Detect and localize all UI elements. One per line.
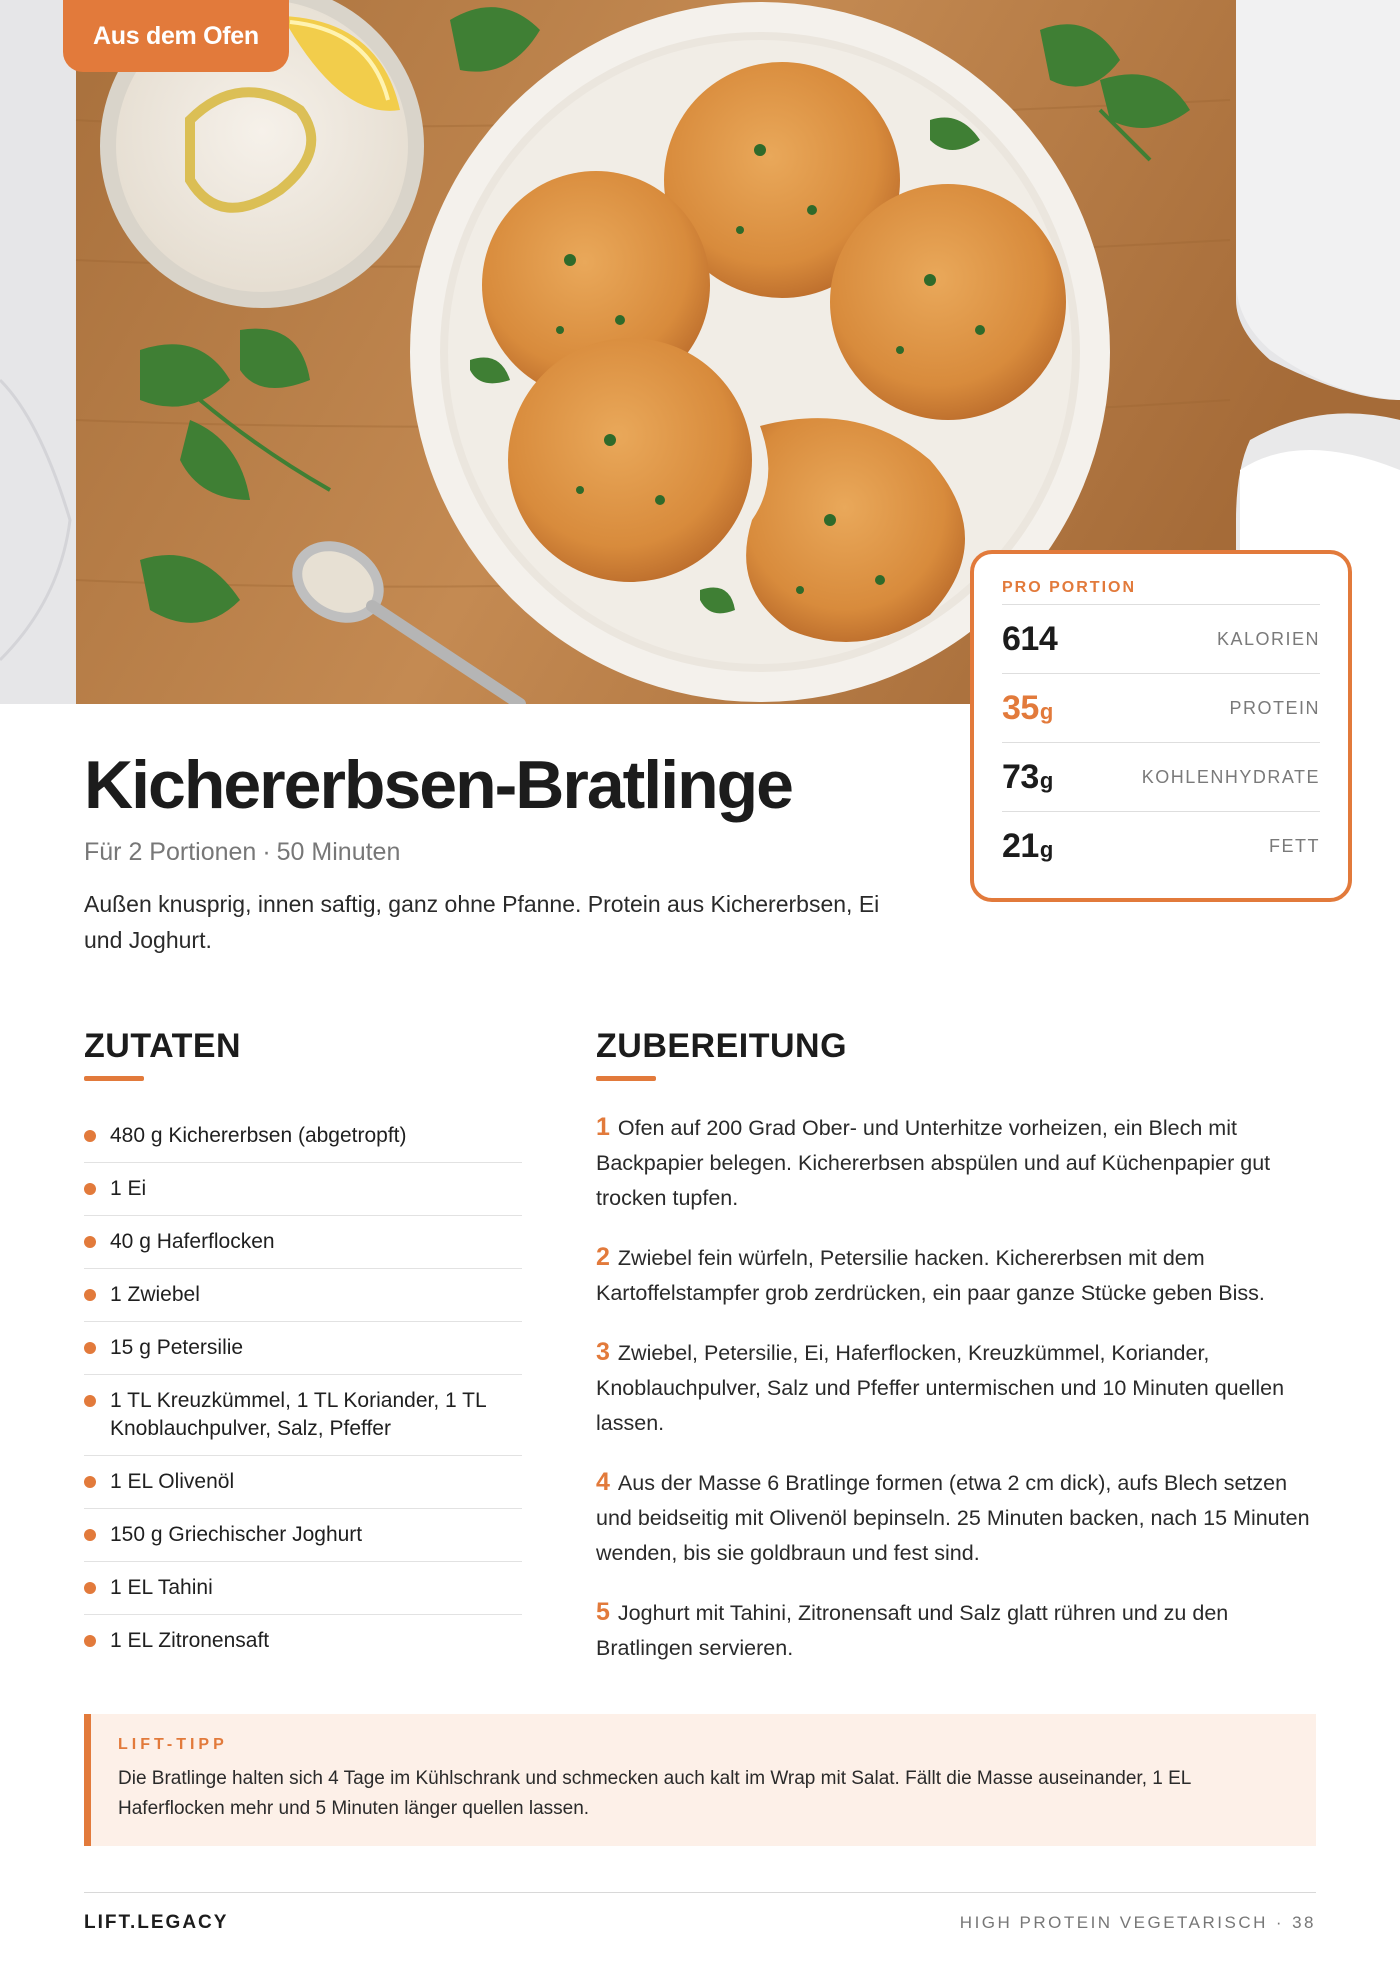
- footer-brand: LIFT.LEGACY: [84, 1912, 229, 1933]
- step-text: Zwiebel fein würfeln, Petersilie hacken. Kichererbsen mit dem Kartoffelstampfer grob zerdrücken, ein paar ganze Stücke geben Biss.: [596, 1246, 1265, 1305]
- bullet-icon: [84, 1183, 96, 1195]
- nutrition-label: KOHLENHYDRATE: [1141, 766, 1320, 787]
- step-number: 3: [596, 1338, 610, 1366]
- step-number: 1: [596, 1113, 610, 1141]
- step-item: [596, 1335, 1316, 1441]
- footer-section: HIGH PROTEIN VEGETARISCH: [959, 1913, 1268, 1932]
- nutrition-heading: PRO PORTION: [1002, 579, 1137, 596]
- recipe-intro: Außen knusprig, innen saftig, ganz ohne Pfanne. Protein aus Kichererbsen, Ei und Joghurt.: [84, 891, 880, 953]
- ingredient-item: 1 Zwiebel: [84, 1269, 522, 1322]
- nutrition-label: KALORIEN: [1216, 628, 1320, 649]
- preparation-steps: [596, 1110, 1316, 1690]
- meta-separator: ·: [262, 838, 271, 866]
- nutrition-label: PROTEIN: [1229, 697, 1320, 718]
- preparation-heading-underline: [596, 1076, 656, 1081]
- nutrition-value: 73g: [1002, 757, 1053, 796]
- ingredient-item: 1 EL Zitronensaft: [84, 1615, 522, 1667]
- step-text: Zwiebel, Petersilie, Ei, Haferflocken, Kreuzkümmel, Koriander, Knoblauchpulver, Salz und Pfeffer untermischen und 10 Minuten quellen lassen.: [596, 1341, 1285, 1435]
- step-item: [596, 1110, 1316, 1216]
- ingredient-item: 480 g Kichererbsen (abgetropft): [84, 1110, 522, 1163]
- ingredient-item: 15 g Petersilie: [84, 1322, 522, 1375]
- bullet-icon: [84, 1635, 96, 1647]
- tip-text: Die Bratlinge halten sich 4 Tage im Kühlschrank und schmecken auch kalt im Wrap mit Salat. Fällt die Masse auseinander, 1 EL Haferflocken mehr und 5 Minuten länger quellen lassen.: [118, 1768, 1191, 1819]
- step-item: [596, 1465, 1316, 1571]
- preparation-heading: ZUBEREITUNG: [596, 1027, 848, 1065]
- bullet-icon: [84, 1582, 96, 1594]
- nutrition-row-fat: [1002, 811, 1320, 880]
- ingredient-item: 40 g Haferflocken: [84, 1216, 522, 1269]
- recipe-meta: [84, 838, 400, 867]
- ingredient-item: 1 EL Olivenöl: [84, 1456, 522, 1509]
- footer-page-info: [960, 1913, 1316, 1933]
- ingredient-item: 1 Ei: [84, 1163, 522, 1216]
- step-number: 5: [596, 1598, 610, 1626]
- step-text: Ofen auf 200 Grad Ober- und Unterhitze vorheizen, ein Blech mit Backpapier belegen. Kichererbsen abspülen und auf Küchenpapier gut trocken tupfen.: [596, 1116, 1271, 1210]
- nutrition-row-protein: [1002, 673, 1320, 742]
- step-text: Aus der Masse 6 Bratlinge formen (etwa 2 cm dick), aufs Blech setzen und beidseitig mit Olivenöl bepinseln. 25 Minuten backen, nach 15 Minuten wenden, bis sie goldbraun und fest sind.: [596, 1471, 1310, 1565]
- nutrition-row-carbs: [1002, 742, 1320, 811]
- step-number: 2: [596, 1243, 610, 1271]
- bullet-icon: [84, 1529, 96, 1541]
- ingredient-list: [84, 1110, 522, 1667]
- step-number: 4: [596, 1468, 610, 1496]
- bullet-icon: [84, 1236, 96, 1248]
- ingredients-heading: ZUTATEN: [84, 1027, 242, 1065]
- bullet-icon: [84, 1476, 96, 1488]
- nutrition-value: 614: [1002, 619, 1058, 658]
- ingredient-item: 1 TL Kreuzkümmel, 1 TL Koriander, 1 TL Knoblauchpulver, Salz, Pfeffer: [84, 1375, 522, 1456]
- nutrition-row-calories: [1002, 604, 1320, 673]
- nutrition-card: [970, 550, 1352, 902]
- tip-box: [84, 1714, 1316, 1846]
- bullet-icon: [84, 1130, 96, 1142]
- step-item: [596, 1595, 1316, 1666]
- step-item: [596, 1240, 1316, 1311]
- step-text: Joghurt mit Tahini, Zitronensaft und Salz glatt rühren und zu den Bratlingen servieren.: [596, 1601, 1229, 1660]
- nutrition-label: FETT: [1269, 835, 1320, 856]
- ingredient-item: 1 EL Tahini: [84, 1562, 522, 1615]
- tip-label: LIFT-TIPP: [118, 1736, 228, 1753]
- footer-divider: [84, 1892, 1316, 1893]
- bullet-icon: [84, 1342, 96, 1354]
- footer-separator: ·: [1275, 1913, 1285, 1932]
- recipe-title: Kichererbsen-Bratlinge: [84, 747, 792, 823]
- nutrition-value: 21g: [1002, 826, 1053, 865]
- page-number: 38: [1292, 1913, 1316, 1932]
- ingredient-item: 150 g Griechischer Joghurt: [84, 1509, 522, 1562]
- servings: Für 2 Portionen: [84, 838, 257, 866]
- bullet-icon: [84, 1289, 96, 1301]
- bullet-icon: [84, 1395, 96, 1407]
- duration: 50 Minuten: [276, 838, 401, 866]
- ingredients-heading-underline: [84, 1076, 144, 1081]
- nutrition-value: 35g: [1002, 688, 1053, 727]
- category-badge: Aus dem Ofen: [63, 0, 289, 72]
